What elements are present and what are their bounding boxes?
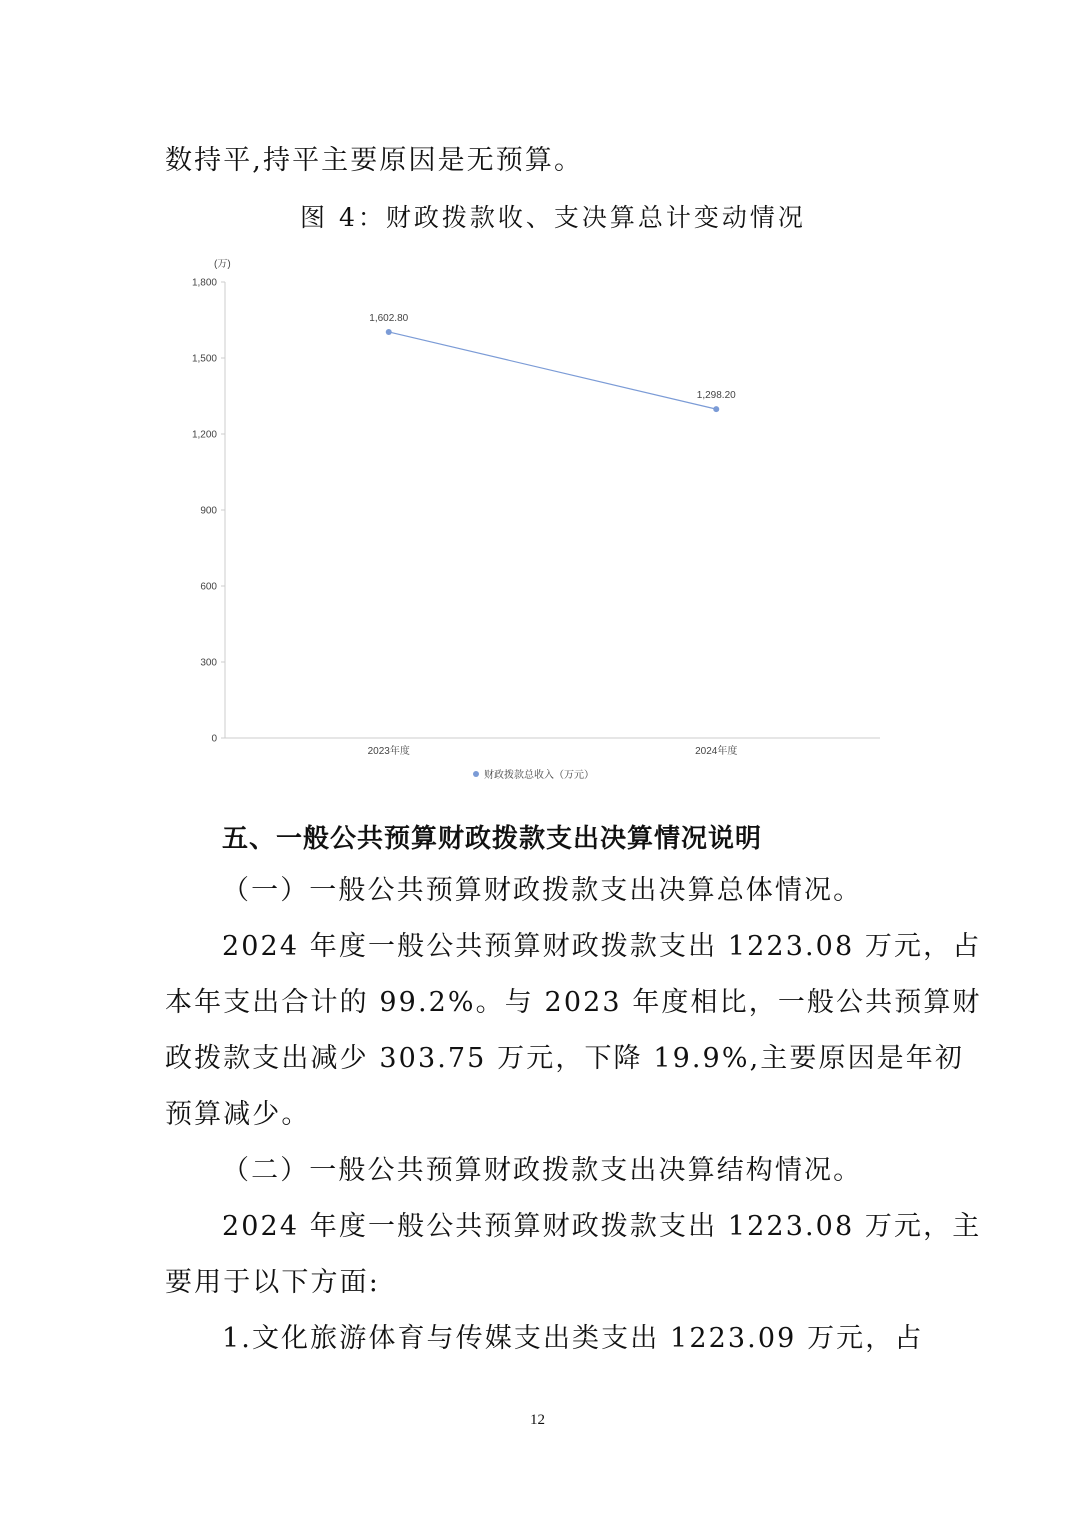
sub1-line-3: 政拨款支出减少 303.75 万元，下降 19.9%,主要原因是年初 xyxy=(165,1043,964,1074)
y-tick-label: 0 xyxy=(211,733,217,745)
x-tick-label: 2023年度 xyxy=(367,746,410,757)
line-chart xyxy=(170,250,890,790)
legend-label: 财政拨款总收入（万元） xyxy=(484,770,594,781)
x-tick-label: 2024年度 xyxy=(695,746,738,757)
data-label: 1,602.80 xyxy=(369,312,409,324)
y-tick-label: 1,500 xyxy=(191,353,217,365)
sub1-line-4: 预算减少。 xyxy=(165,1099,311,1130)
y-tick-label: 1,800 xyxy=(191,277,217,289)
y-tick-label: 900 xyxy=(200,505,217,517)
y-tick-label: 300 xyxy=(200,657,217,669)
data-point xyxy=(386,329,392,335)
subsection-1-heading: （一）一般公共预算财政拨款支出决算总体情况。 xyxy=(222,875,863,906)
sub1-line-2: 本年支出合计的 99.2%。与 2023 年度相比，一般公共预算财 xyxy=(165,987,982,1018)
section-heading: 五、一般公共预算财政拨款支出决算情况说明 xyxy=(222,824,763,854)
figure-caption: 图 4：财政拨款收、支决算总计变动情况 xyxy=(300,203,806,232)
item-1-line: 1.文化旅游体育与传媒支出类支出 1223.09 万元，占 xyxy=(222,1323,924,1354)
unit-label: (万) xyxy=(214,259,231,270)
paragraph-top: 数持平,持平主要原因是无预算。 xyxy=(165,145,584,176)
page-number: 12 xyxy=(530,1412,545,1428)
sub2-line-1: 2024 年度一般公共预算财政拨款支出 1223.08 万元，主 xyxy=(222,1211,982,1242)
series-line xyxy=(389,332,717,409)
data-label: 1,298.20 xyxy=(696,390,736,402)
sub2-line-2: 要用于以下方面: xyxy=(165,1267,380,1298)
subsection-2-heading: （二）一般公共预算财政拨款支出决算结构情况。 xyxy=(222,1155,863,1186)
sub1-line-1: 2024 年度一般公共预算财政拨款支出 1223.08 万元，占 xyxy=(222,931,982,962)
y-tick-label: 600 xyxy=(200,581,217,593)
legend-marker xyxy=(473,771,479,777)
data-point xyxy=(713,406,719,412)
y-tick-label: 1,200 xyxy=(191,429,217,441)
